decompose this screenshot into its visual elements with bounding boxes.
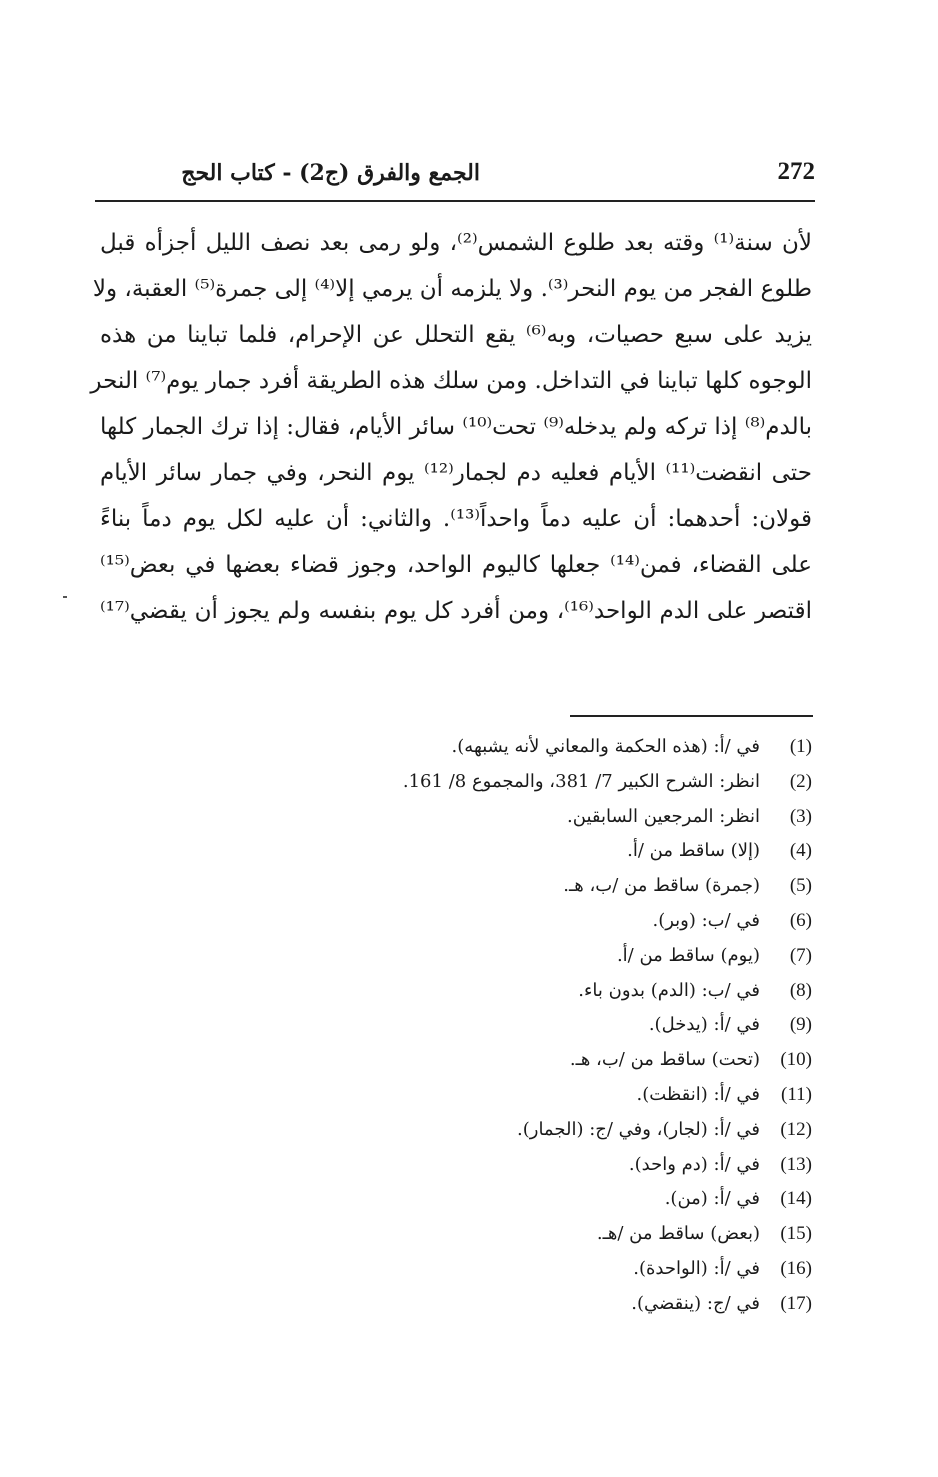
footnote-item (300, 939, 812, 974)
footnote-number: (9) (789, 1014, 812, 1036)
body-line: بالدم⁽⁸⁾ إذا تركه ولم يدخله⁽⁹⁾ تحت⁽¹⁰⁾ سائر الأيام، فقال: إذا ترك الجمار كلها (100, 414, 812, 440)
footnote-number: (10) (780, 1049, 812, 1071)
footnote-item (300, 1148, 812, 1183)
footnote-number: (2) (789, 770, 812, 792)
body-line: لأن سنة⁽¹⁾ وقته بعد طلوع الشمس⁽²⁾، ولو رمى بعد نصف الليل أجزأه قبل (100, 230, 812, 256)
footnote-text: في /ب: (وبر). (652, 909, 760, 931)
footnote-number: (14) (780, 1188, 812, 1210)
footnote-item (300, 1182, 812, 1217)
footnote-number: (7) (789, 944, 812, 966)
footnote-item (300, 800, 812, 835)
footnote-text: في /أ: (انقظت). (636, 1083, 760, 1105)
footnote-item (300, 1113, 812, 1148)
footnote-text: (جمرة) ساقط من /ب، هـ. (563, 875, 760, 897)
footnote-number: (13) (780, 1153, 812, 1175)
footnote-text: في /أ: (دم واحد). (628, 1153, 760, 1175)
footnote-item (300, 1252, 812, 1287)
footnote-text: في /أ: (الواحدة). (633, 1257, 760, 1279)
body-line: اقتصر على الدم الواحد⁽¹⁶⁾، ومن أفرد كل يوم بنفسه ولم يجوز أن يقضي⁽¹⁷⁾ (100, 598, 812, 624)
footnote-text: (إلا) ساقط من /أ. (627, 840, 760, 862)
body-line: قولان: أحدهما: أن عليه دماً واحداً⁽¹³⁾. والثاني: أن عليه لكل يوم دماً بناءً (100, 506, 813, 532)
footnote-text: انظر: المرجعين السابقين. (567, 805, 760, 827)
footnote-text: انظر: الشرح الكبير 7/ 381، والمجموع 8/ 161. (402, 770, 760, 792)
footnote-text: (تحت) ساقط من /ب، هـ. (569, 1049, 760, 1071)
footnote-text: في /أ: (يدخل). (648, 1014, 760, 1036)
footnote-separator (570, 715, 813, 717)
footnote-number: (8) (789, 979, 812, 1001)
footnote-number: (6) (789, 909, 812, 931)
page-number: 272 (777, 158, 815, 185)
body-line: طلوع الفجر من يوم النحر⁽³⁾. ولا يلزمه أن يرمي إلا⁽⁴⁾ إلى جمرة⁽⁵⁾ العقبة، ولا (92, 276, 812, 302)
footnote-item (300, 974, 812, 1009)
footnote-item (300, 869, 812, 904)
footnote-number: (3) (789, 805, 812, 827)
footnote-item (300, 834, 812, 869)
footnote-text: في /أ: (من). (664, 1188, 760, 1210)
footnote-number: (5) (789, 875, 812, 897)
footnote-item (300, 1217, 812, 1252)
footnote-text: في /أ: (لجار)، وفي /ج: (الجمار). (517, 1118, 760, 1140)
footnote-text: في /ج: (ينقضي). (631, 1292, 760, 1314)
footnotes-list (300, 730, 812, 1322)
footnote-text: (بعض) ساقط من /هـ. (596, 1223, 760, 1245)
footnote-item (300, 1078, 812, 1113)
footnote-item (300, 1287, 812, 1322)
footnote-item (300, 904, 812, 939)
footnote-item (300, 1043, 812, 1078)
body-line: الوجوه كلها تباينا في التداخل. ومن سلك هذه الطريقة أفرد جمار يوم⁽⁷⁾ النحر (90, 368, 812, 394)
footnote-item (300, 765, 812, 800)
footnote-number: (17) (780, 1292, 812, 1314)
footnote-text: في /ب: (الدم) بدون باء. (578, 979, 760, 1001)
footnote-text: في /أ: (هذه الحكمة والمعاني لأنه يشبهه). (451, 736, 760, 757)
body-line: على القضاء، فمن⁽¹⁴⁾ جعلها كاليوم الواحد، وجوز قضاء بعضها في بعض⁽¹⁵⁾ (100, 552, 812, 578)
main-text (90, 220, 813, 634)
scan-mark (63, 596, 67, 598)
body-line: يزيد على سبع حصيات، وبه⁽⁶⁾ يقع التحلل عن الإحرام، فلما تباينا من هذه (100, 322, 813, 348)
page-header (95, 158, 815, 198)
footnote-text: (يوم) ساقط من /أ. (616, 944, 760, 966)
footnote-number: (12) (780, 1118, 812, 1140)
footnote-number: (11) (781, 1083, 812, 1105)
footnote-number: (15) (780, 1223, 812, 1245)
footnote-number: (4) (789, 840, 812, 862)
body-line: حتى انقضت⁽¹¹⁾ الأيام فعليه دم لجمار⁽¹²⁾ يوم النحر، وفي جمار سائر الأيام (100, 460, 812, 486)
header-rule (95, 200, 815, 202)
footnote-item (300, 730, 812, 765)
footnote-number: (16) (780, 1257, 812, 1279)
running-title: الجمع والفرق (ج2) - كتاب الحج (181, 160, 480, 186)
footnote-number: (1) (789, 736, 812, 757)
footnote-item (300, 1008, 812, 1043)
